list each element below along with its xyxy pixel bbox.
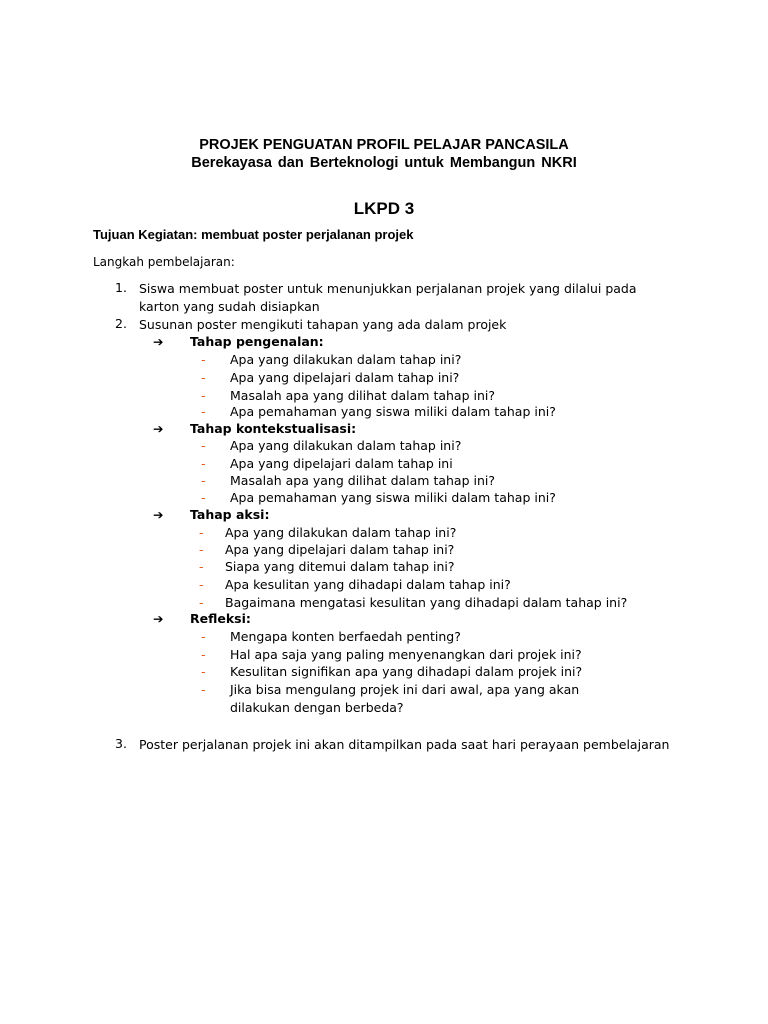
list-item-text: Siswa membuat poster untuk menunjukkan perjalanan projek yang dilalui pada karton yang sudah disiapkan: [139, 281, 637, 314]
question-text: Apa yang dipelajari dalam tahap ini?: [225, 542, 455, 557]
arrow-icon: ➔: [153, 611, 164, 626]
activity-objective: Tujuan Kegiatan: membuat poster perjalanan projek: [93, 227, 414, 242]
question-text: Masalah apa yang dilihat dalam tahap ini?: [230, 473, 496, 488]
dash-bullet: -: [199, 577, 204, 592]
dash-bullet: -: [201, 370, 206, 385]
stage-title: Refleksi:: [190, 611, 251, 626]
question-text: Apa yang dipelajari dalam tahap ini?: [230, 370, 460, 385]
question-text: Apa yang dilakukan dalam tahap ini?: [230, 352, 462, 367]
dash-bullet: -: [201, 388, 206, 403]
list-number: 2.: [115, 316, 127, 331]
dash-bullet: -: [201, 352, 206, 367]
question-text: Hal apa saja yang paling menyenangkan dari projek ini?: [230, 647, 582, 662]
question-text: Apa yang dipelajari dalam tahap ini: [230, 456, 453, 471]
question-text: Apa yang dilakukan dalam tahap ini?: [230, 438, 462, 453]
question-text: Siapa yang ditemui dalam tahap ini?: [225, 559, 455, 574]
dash-bullet: -: [201, 664, 206, 679]
dash-bullet: -: [199, 559, 204, 574]
stage-title: Tahap aksi:: [190, 507, 270, 522]
steps-label: Langkah pembelajaran:: [93, 255, 235, 269]
question-text: Kesulitan signifikan apa yang dihadapi dalam projek ini?: [230, 664, 583, 679]
question-text: Apa pemahaman yang siswa miliki dalam tahap ini?: [230, 404, 556, 419]
dash-bullet: -: [201, 647, 206, 662]
question-text: Bagaimana mengatasi kesulitan yang dihadapi dalam tahap ini?: [225, 595, 628, 610]
stage-title: Tahap kontekstualisasi:: [190, 421, 357, 436]
arrow-icon: ➔: [153, 334, 164, 349]
list-item-text: Poster perjalanan projek ini akan ditampilkan pada saat hari perayaan pembelajaran: [139, 737, 670, 752]
dash-bullet: -: [201, 438, 206, 453]
arrow-icon: ➔: [153, 507, 164, 522]
stage-title: Tahap pengenalan:: [190, 334, 324, 349]
arrow-icon: ➔: [153, 421, 164, 436]
dash-bullet: -: [199, 542, 204, 557]
list-number: 3.: [115, 736, 127, 751]
dash-bullet: -: [201, 629, 206, 644]
dash-bullet: -: [201, 456, 206, 471]
document-title: PROJEK PENGUATAN PROFIL PELAJAR PANCASILA: [199, 137, 569, 153]
dash-bullet: -: [201, 473, 206, 488]
document-subtitle: Berekayasa dan Berteknologi untuk Membangun NKRI: [191, 155, 577, 171]
dash-bullet: -: [199, 525, 204, 540]
question-text: Mengapa konten berfaedah penting?: [230, 629, 461, 644]
question-text: Apa yang dilakukan dalam tahap ini?: [225, 525, 457, 540]
lkpd-heading: LKPD 3: [353, 199, 415, 218]
question-text: Jika bisa mengulang projek ini dari awal, apa yang akan: [230, 682, 580, 697]
question-text: Apa pemahaman yang siswa miliki dalam tahap ini?: [230, 490, 556, 505]
dash-bullet: -: [201, 682, 206, 697]
dash-bullet: -: [201, 404, 206, 419]
dash-bullet: -: [201, 490, 206, 505]
question-text: Masalah apa yang dilihat dalam tahap ini?: [230, 388, 496, 403]
question-text: Apa kesulitan yang dihadapi dalam tahap ini?: [225, 577, 511, 592]
dash-bullet: -: [199, 595, 204, 610]
list-number: 1.: [115, 280, 127, 295]
list-item-text: Susunan poster mengikuti tahapan yang ada dalam projek: [139, 317, 507, 332]
question-text: dilakukan dengan berbeda?: [230, 700, 404, 715]
